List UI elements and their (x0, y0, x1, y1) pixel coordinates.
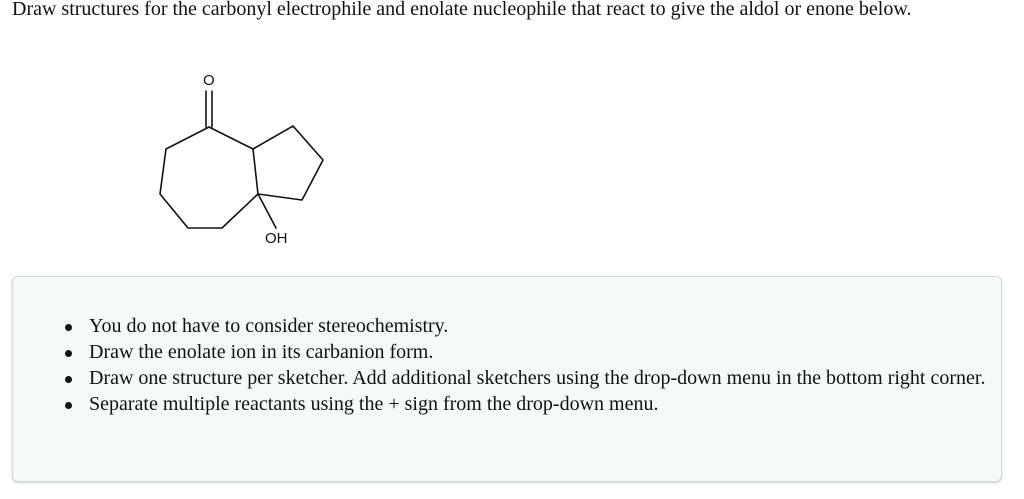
instructions-box (12, 276, 1002, 482)
hydroxyl-label: OH (265, 230, 288, 247)
list-item: Draw one structure per sketcher. Add additional sketchers using the drop-down menu in the bottom right corner. (89, 366, 994, 391)
aldol-structure (140, 60, 340, 260)
list-item: You do not have to consider stereochemistry. (89, 314, 994, 339)
instructions-list (89, 314, 994, 418)
carbonyl-oxygen-label: O (203, 72, 215, 89)
five-membered-ring (253, 126, 323, 200)
seven-membered-ring (160, 127, 258, 228)
list-item: Separate multiple reactants using the + sign from the drop-down menu. (89, 392, 994, 417)
list-item: Draw the enolate ion in its carbanion form. (89, 340, 994, 365)
question-text: Draw structures for the carbonyl electrophile and enolate nucleophile that react to give the aldol or enone below. (12, 0, 912, 20)
hydroxyl-bond (258, 194, 276, 228)
